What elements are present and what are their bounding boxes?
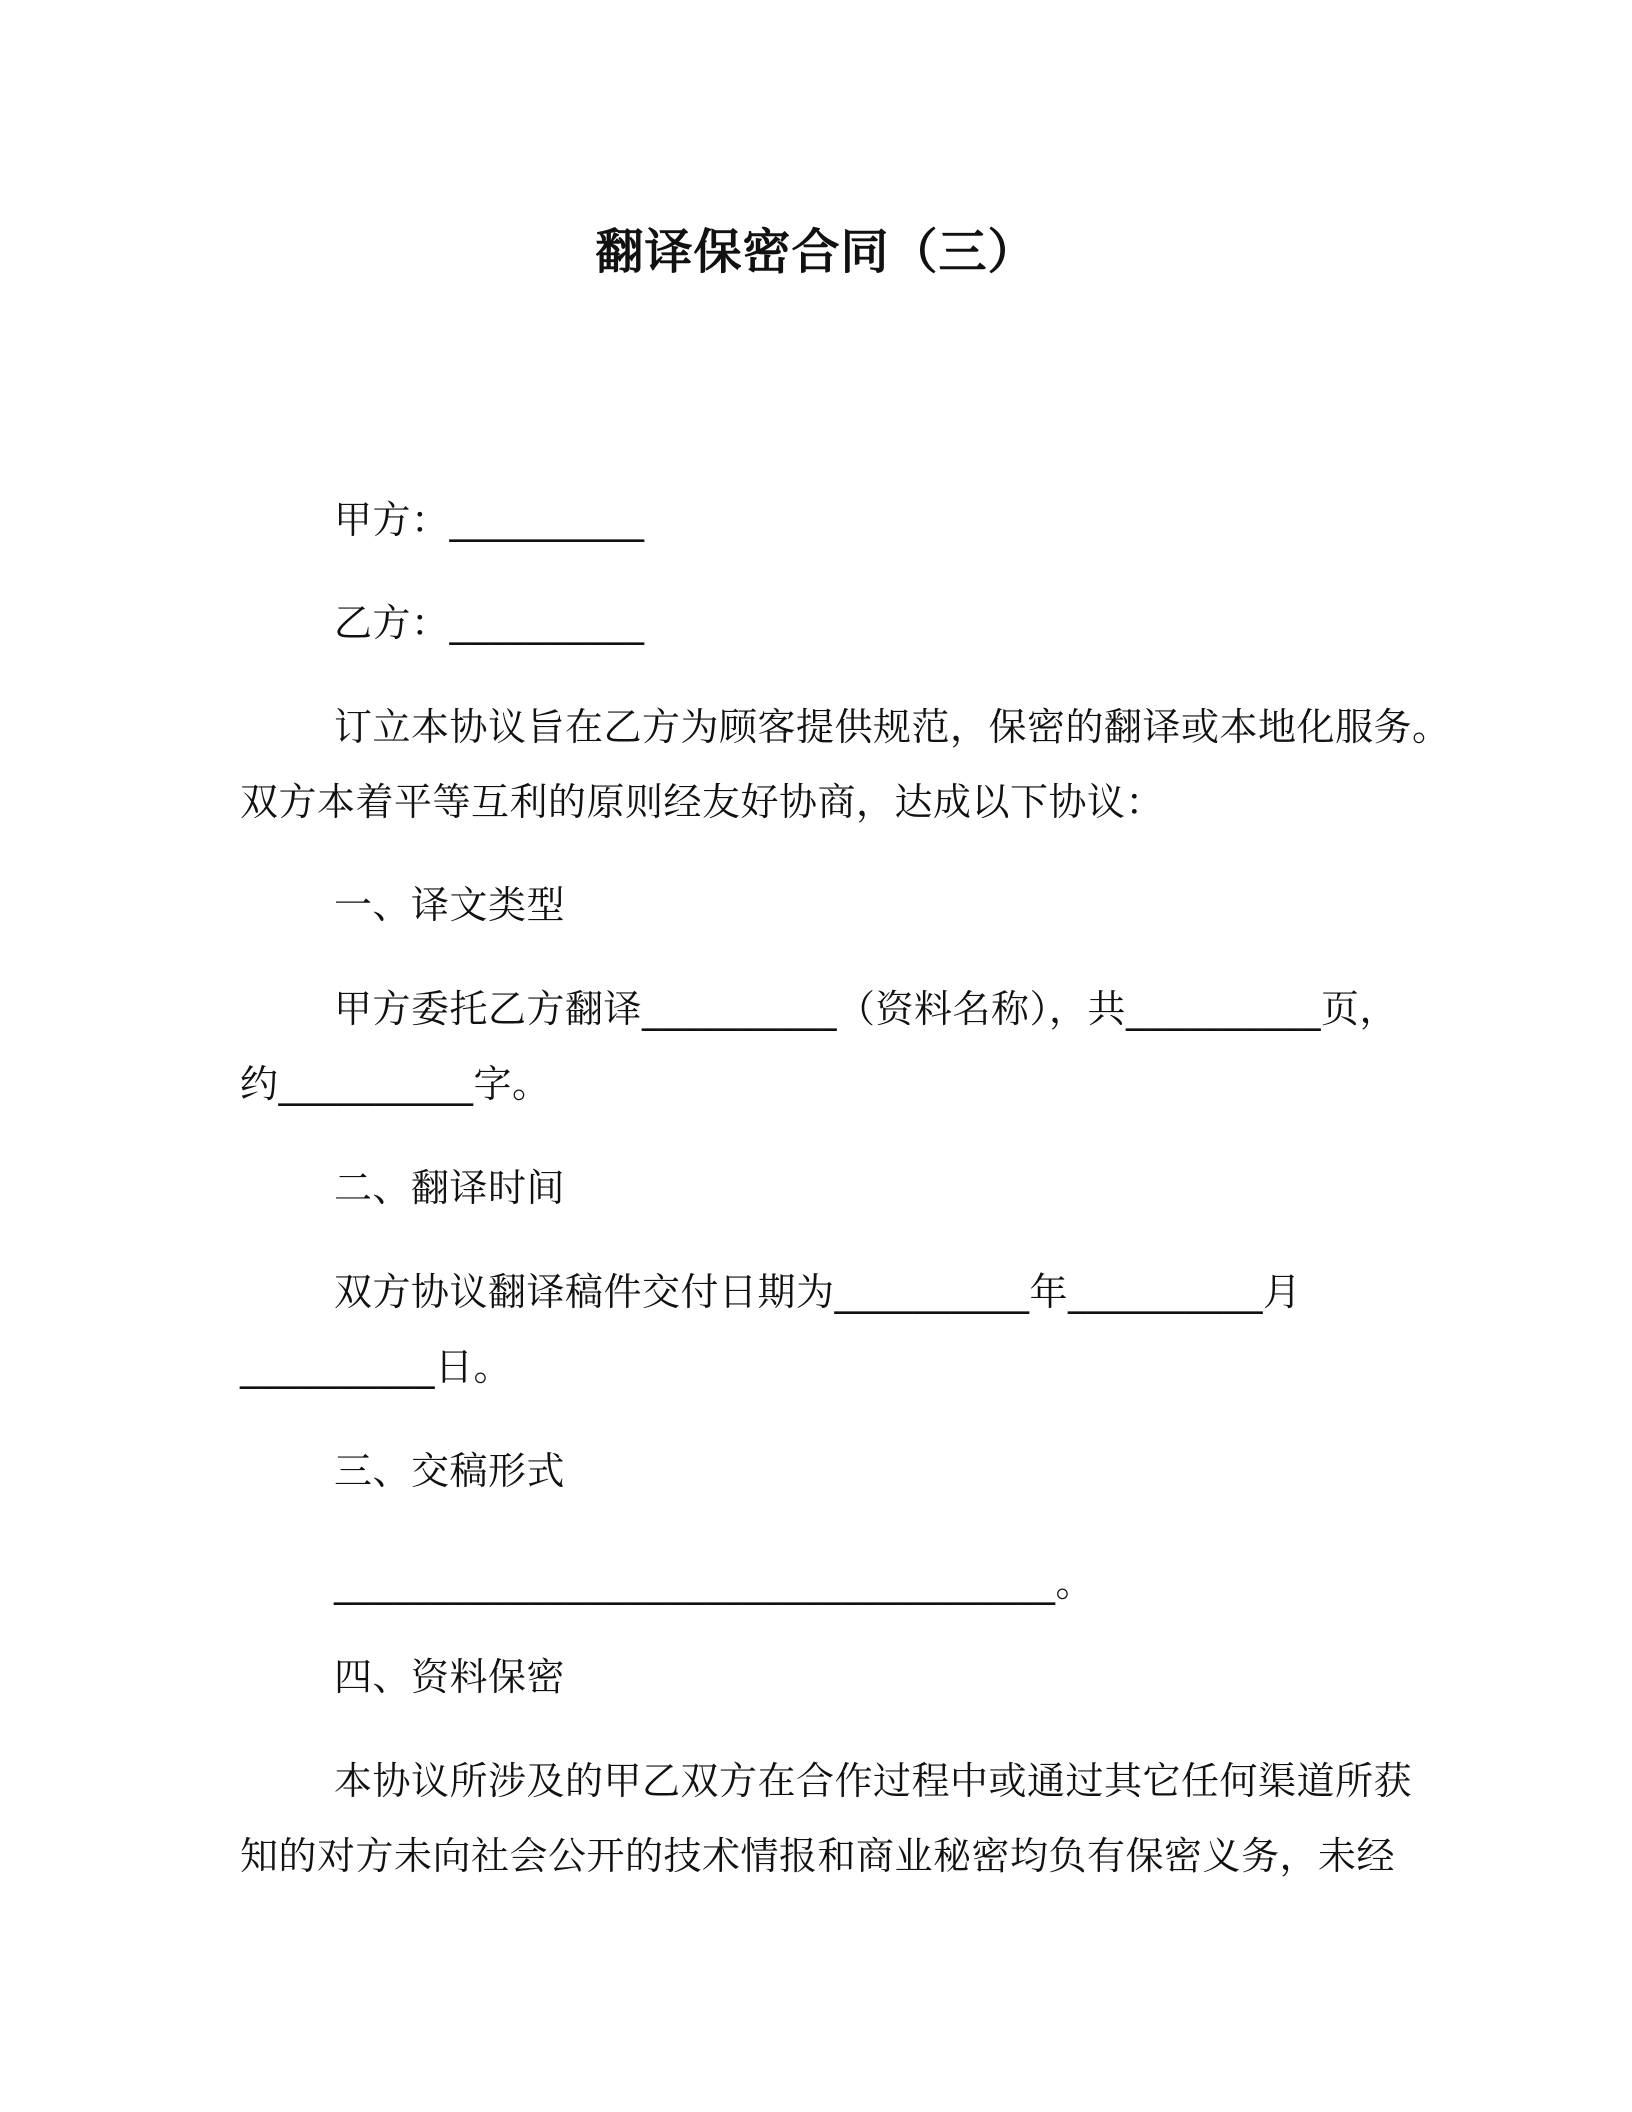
section-4-heading: 四、资料保密 <box>334 1655 566 1699</box>
section-2-heading: 二、翻译时间 <box>334 1166 566 1210</box>
section-3-line-1: _____________________________________。 <box>334 1561 1095 1605</box>
intro-paragraph-line-1: 订立本协议旨在乙方为顾客提供规范，保密的翻译或本地化服务。 <box>334 705 1451 749</box>
section-4-line-2: 知的对方未向社会公开的技术情报和商业秘密均负有保密义务，未经 <box>240 1834 1396 1878</box>
section-3-heading: 三、交稿形式 <box>334 1449 566 1493</box>
section-1-heading: 一、译文类型 <box>334 883 566 927</box>
section-2-line-2: __________日。 <box>240 1345 513 1389</box>
intro-paragraph-line-2: 双方本着平等互利的原则经友好协商，达成以下协议： <box>240 780 1165 824</box>
section-4-line-1: 本协议所涉及的甲乙双方在合作过程中或通过其它任何渠道所获 <box>334 1759 1413 1803</box>
document-title: 翻译保密合同（三） <box>595 224 1037 280</box>
section-1-line-2: 约__________字。 <box>240 1062 551 1106</box>
party-a-line: 甲方：__________ <box>334 498 645 542</box>
party-b-line: 乙方：__________ <box>334 601 645 645</box>
section-1-line-1: 甲方委托乙方翻译__________（资料名称），共__________页， <box>334 987 1399 1031</box>
section-2-line-1: 双方协议翻译稿件交付日期为__________年__________月 <box>334 1270 1302 1314</box>
